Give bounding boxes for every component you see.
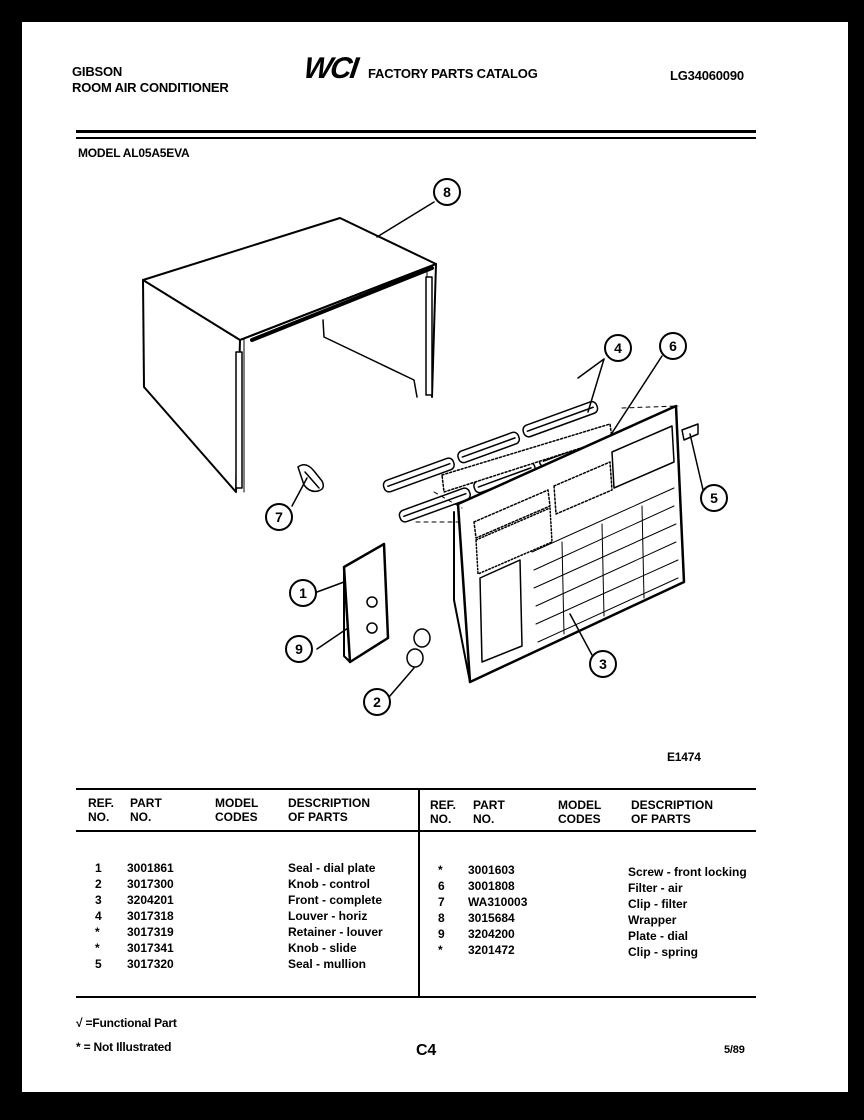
table-rule-top bbox=[76, 788, 756, 790]
table-cell: Seal - dial plate bbox=[288, 861, 376, 875]
exploded-parts-diagram bbox=[22, 22, 848, 782]
table-cell: Screw - front locking bbox=[628, 865, 747, 879]
col-header-ref-right: REF. NO. bbox=[430, 798, 457, 826]
right-part-column bbox=[468, 862, 527, 958]
control-knobs-drawing bbox=[407, 629, 430, 667]
table-cell: 3017318 bbox=[127, 909, 174, 923]
table-cell: 3017319 bbox=[127, 925, 174, 939]
wrapper-cabinet-drawing bbox=[143, 218, 436, 492]
table-cell: Knob - control bbox=[288, 877, 370, 891]
table-cell: Knob - slide bbox=[288, 941, 357, 955]
callout-1: 1 bbox=[299, 585, 307, 601]
table-cell: Clip - spring bbox=[628, 945, 698, 959]
table-cell: 2 bbox=[95, 877, 102, 891]
table-cell: 3001808 bbox=[468, 879, 515, 893]
col-header-model: MODEL CODES bbox=[215, 796, 259, 824]
table-rule-bottom bbox=[76, 996, 756, 998]
table-cell: 3017300 bbox=[127, 877, 174, 891]
table-rule-header bbox=[76, 830, 756, 832]
table-cell: 3 bbox=[95, 893, 102, 907]
table-cell: 3017341 bbox=[127, 941, 174, 955]
callout-8: 8 bbox=[443, 184, 451, 200]
callout-3: 3 bbox=[599, 656, 607, 672]
left-part-column bbox=[127, 860, 174, 972]
callout-2: 2 bbox=[373, 694, 381, 710]
brand-name: GIBSON bbox=[72, 64, 123, 79]
callout-6: 6 bbox=[669, 338, 677, 354]
table-cell: 4 bbox=[95, 909, 102, 923]
callout-9: 9 bbox=[295, 641, 303, 657]
callout-7: 7 bbox=[275, 509, 283, 525]
table-cell: 3015684 bbox=[468, 911, 515, 925]
table-cell: * bbox=[95, 925, 100, 939]
left-desc-column bbox=[288, 860, 383, 972]
table-column-divider bbox=[418, 790, 420, 996]
wci-logo: WCI bbox=[301, 52, 359, 85]
col-header-model-right: MODEL CODES bbox=[558, 798, 602, 826]
right-ref-column bbox=[438, 862, 445, 958]
col-header-part: PART NO. bbox=[130, 796, 162, 824]
dial-plate-drawing bbox=[344, 544, 388, 662]
model-label: MODEL AL05A5EVA bbox=[78, 146, 190, 160]
table-cell: * bbox=[438, 863, 443, 877]
catalog-number: LG34060090 bbox=[670, 68, 744, 83]
table-cell: 8 bbox=[438, 911, 445, 925]
col-header-desc-right: DESCRIPTION OF PARTS bbox=[631, 798, 714, 826]
col-header-part-right: PART NO. bbox=[473, 798, 505, 826]
right-desc-column bbox=[628, 864, 747, 960]
not-illustrated-note: * = Not Illustrated bbox=[76, 1040, 172, 1054]
table-cell: 3001603 bbox=[468, 863, 515, 877]
table-cell: 3017320 bbox=[127, 957, 174, 971]
table-cell: Filter - air bbox=[628, 881, 683, 895]
table-cell: * bbox=[438, 943, 443, 957]
col-header-desc: DESCRIPTION OF PARTS bbox=[288, 796, 371, 824]
table-cell: Seal - mullion bbox=[288, 957, 367, 971]
table-cell: * bbox=[95, 941, 100, 955]
col-header-ref: REF. NO. bbox=[88, 796, 115, 824]
callout-5: 5 bbox=[710, 490, 718, 506]
table-cell: Clip - filter bbox=[628, 897, 688, 911]
table-cell: 5 bbox=[95, 957, 102, 971]
table-cell: Louver - horiz bbox=[288, 909, 368, 923]
parts-catalog-page bbox=[22, 22, 848, 1092]
table-cell: 1 bbox=[95, 861, 102, 875]
table-cell: 3001861 bbox=[127, 861, 174, 875]
table-cell: WA310003 bbox=[468, 895, 528, 909]
table-cell: 7 bbox=[438, 895, 445, 909]
drawing-code: E1474 bbox=[667, 750, 701, 764]
table-cell: Plate - dial bbox=[628, 929, 689, 943]
functional-part-note: √ =Functional Part bbox=[76, 1016, 177, 1030]
table-cell: 6 bbox=[438, 879, 445, 893]
table-cell: 9 bbox=[438, 927, 445, 941]
left-ref-column bbox=[95, 860, 102, 972]
table-cell: 3204200 bbox=[468, 927, 515, 941]
page-code: C4 bbox=[416, 1042, 437, 1059]
table-cell: Wrapper bbox=[628, 913, 677, 927]
table-cell: Front - complete bbox=[288, 893, 383, 907]
callout-4: 4 bbox=[614, 340, 622, 356]
revision-date: 5/89 bbox=[724, 1044, 745, 1056]
catalog-title: FACTORY PARTS CATALOG bbox=[368, 66, 538, 81]
product-name: ROOM AIR CONDITIONER bbox=[72, 80, 229, 95]
table-cell: 3201472 bbox=[468, 943, 515, 957]
table-cell: 3204201 bbox=[127, 893, 174, 907]
table-cell: Retainer - louver bbox=[288, 925, 383, 939]
